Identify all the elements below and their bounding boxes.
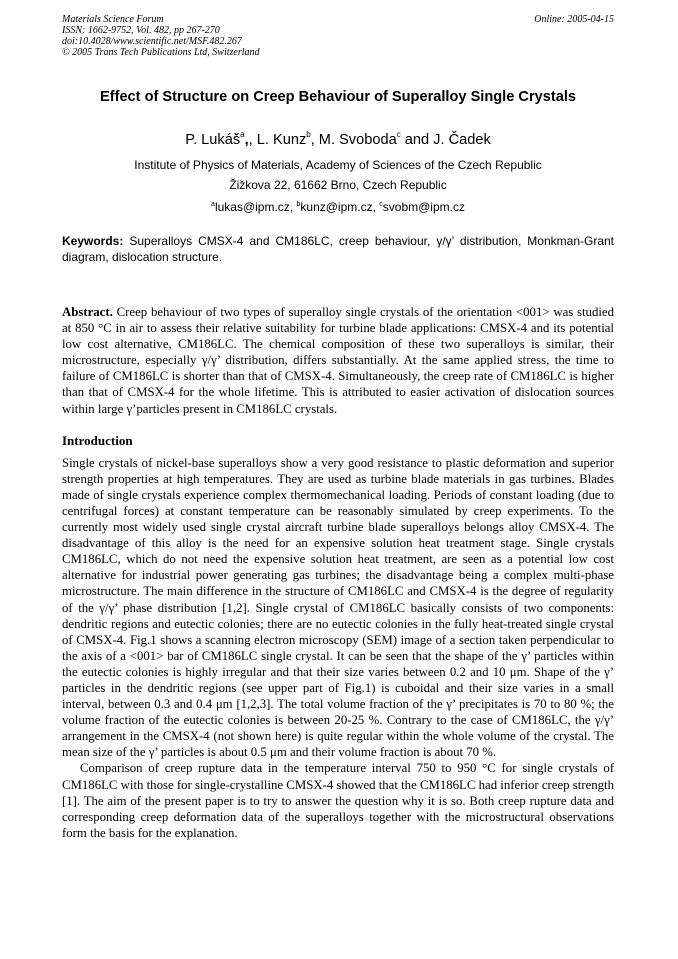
author-name: P. Lukáš (185, 132, 241, 148)
journal-doi: doi:10.4028/www.scientific.net/MSF.482.267 (62, 36, 242, 47)
journal-copyright: © 2005 Trans Tech Publications Ltd, Switzerland (62, 47, 260, 58)
author-list: P. Lukáš$^a$,, L. Kunz$^b$, M. Svoboda$^c$ and J. Čadek (185, 130, 491, 148)
author-name: and J. Čadek (400, 132, 491, 148)
email-marker: a (211, 201, 215, 208)
email-marker: c (379, 201, 383, 208)
abstract-label: Abstract. (62, 305, 113, 319)
abstract-text: Creep behaviour of two types of superalloy single crystals of the orientation <001> was studied at 850 °C in air to assess their relative suitability for turbine blade applications: CMSX-4 and its potential low cost alternative, CM186LC. The chemical composition of these two superalloys is similar, their microstructure, especially γ/γ’ distribution, differs substantially. At the same applied stress, the time to failure of CM186LC is shorter than that of CMSX-4. Simultaneously, the creep rate of CM186LC is higher than that of CMSX-4 for the whole lifetime. This is attributed to easier activation of dislocation sources within large γ’particles present in CM186LC crystals. (62, 305, 614, 416)
paper-page (62, 14, 614, 841)
email-link[interactable]: svobm@ipm.cz (382, 200, 465, 214)
affiliation-institute: Institute of Physics of Materials, Academy of Sciences of the Czech Republic (134, 158, 542, 172)
affiliation-address: Žižkova 22, 61662 Brno, Czech Republic (229, 178, 447, 192)
email-link[interactable]: kunz@ipm.cz, (300, 200, 380, 214)
paper-title: Effect of Structure on Creep Behaviour of Superalloy Single Crystals (99, 89, 577, 105)
online-date: Online: 2005-04-15 (534, 14, 614, 25)
keywords (62, 233, 614, 265)
email-marker: b (296, 201, 301, 208)
author-marker: a (240, 130, 245, 139)
author-name: , L. Kunz (248, 132, 307, 148)
author-marker: b (306, 130, 311, 139)
keywords-label: Keywords: (62, 234, 124, 248)
introduction-paragraph: Comparison of creep rupture data in the temperature interval 750 to 950 °C for single crystals of CM186LC with those for single-crystalline CMSX-4 showed that the CM186LC had inferior creep strength [1]. The aim of the present paper is to try to answer the question why it is so. Both creep rupture data and corresponding creep deformation data of the superalloys together with the microstructural observations form the basis for the explanation. (62, 761, 614, 840)
introduction-paragraph: Single crystals of nickel-base superalloys show a very good resistance to plastic deformation and superior strength properties at high temperatures. They are used as turbine blade materials in gas turbines. Blades made of single crystals experience complex thermomechanical loading. Periods of constant loading (due to centrifugal forces) at constant temperature can be reasonably simulated by creep experiments. To the currently most widely used single crystal aircraft turbine blade superalloys belongs alloy CMSX-4. The disadvantage of this alloy is the need for an expensive solution heat treatment stage. Single crystals CM186LC, which do not need the expensive solution heat treatment, are seen as a potential low cost alternative for industrial power generating gas turbines; the disadvantage being a complex multi-phase microstructure. The main difference in the structure of CM186LC and CMSX-4 is the degree of regularity of the γ/γ’ phase distribution [1,2]. Single crystal of CM186LC basically consists of two components: dendritic regions and eutectic colonies; there are no eutectic colonies in the fully heat-treated single crystal of CMSX-4. Fig.1 shows a scanning electron microscopy (SEM) image of a section taken perpendicular to the axis of a <001> bar of CM186LC single crystal. It can be seen that the shape of the γ’ particles within the eutectic colonies is highly irregular and that their size varies between 0.2 and 10 μm. Shape of the γ’ particles in the dendritic regions (see upper part of Fig.1) is cuboidal and their size varies in a small interval, between 0.3 and 0.4 μm [1,2,3]. The total volume fraction of the γ’ precipitates is 70 to 80 %; the volume fraction of the eutectic colonies is between 20-25 %. Contrary to the case of CM186LC, the γ/γ’ arrangement in the CMSX-4 (not shown here) is quite regular within the whole volume of the crystal. The mean size of the γ’ particles is about 0.5 μm and their volume fraction is about 70 %. (62, 455, 614, 760)
keywords-text: Superalloys CMSX-4 and CM186LC, creep behaviour, γ/γ’ distribution, Monkman-Grant diagram, dislocation structure. (62, 234, 614, 264)
author-emails (62, 195, 614, 217)
journal-name: Materials Science Forum (62, 14, 164, 25)
author-marker: c (396, 130, 401, 139)
abstract (62, 304, 614, 417)
journal-header (62, 14, 614, 58)
journal-info (62, 14, 614, 58)
email-link[interactable]: lukas@ipm.cz, (214, 200, 297, 214)
introduction-heading: Introduction (62, 432, 133, 448)
author-name: , M. Svoboda (310, 132, 397, 148)
journal-issn: ISSN: 1662-9752, Vol. 482, pp 267-270 (62, 25, 220, 36)
